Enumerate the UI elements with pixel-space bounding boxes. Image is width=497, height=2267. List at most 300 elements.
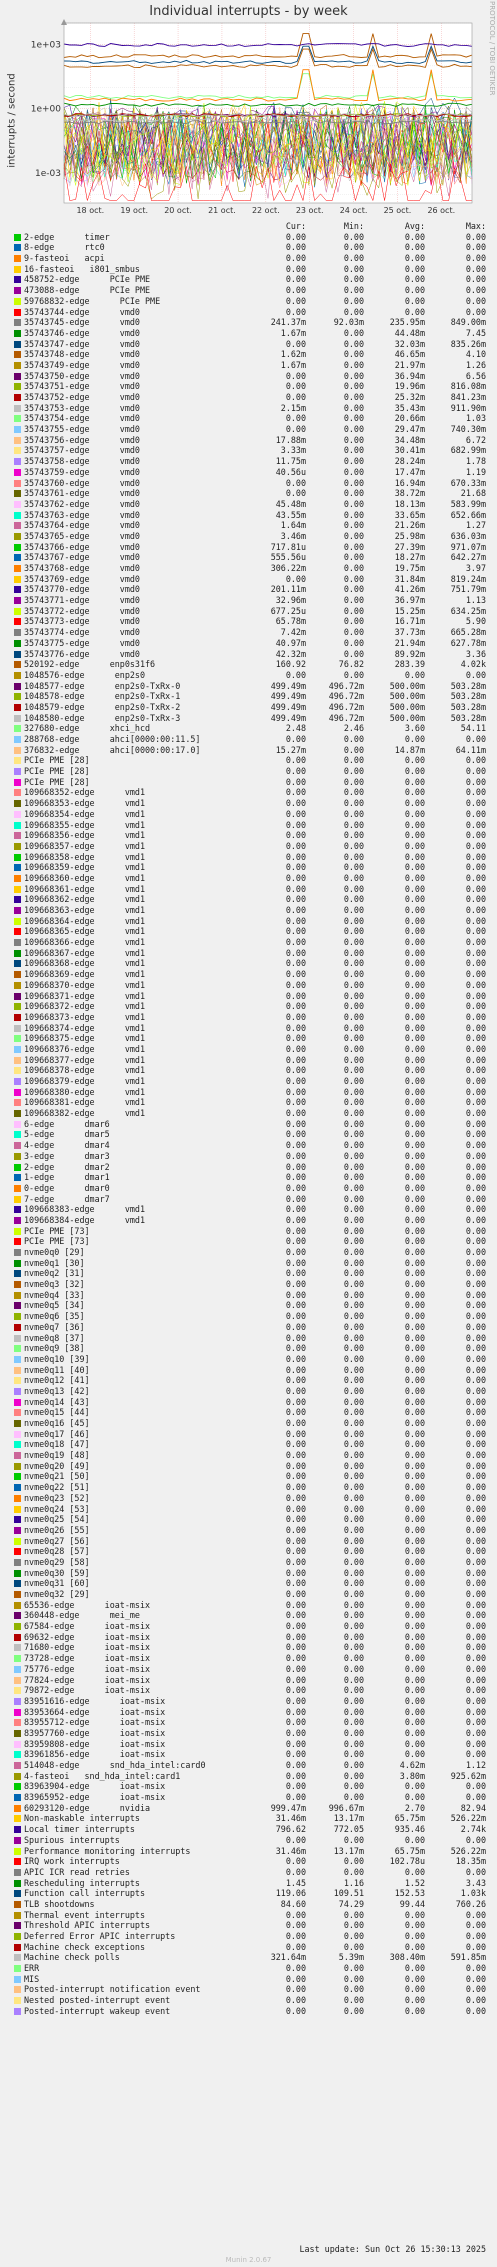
legend-swatch: [14, 1099, 21, 1106]
legend-max: 627.78m: [450, 637, 486, 648]
legend-max: 64.11m: [455, 744, 486, 755]
legend-avg: 0.00: [404, 1428, 425, 1439]
legend-max: 0.00: [465, 915, 486, 926]
legend-swatch: [14, 1292, 21, 1299]
legend-label: 109668379-edge vmd1: [24, 1076, 146, 1086]
legend-row: [14, 1354, 486, 1365]
legend-max: 2.74k: [460, 1824, 486, 1835]
legend-label: nvme0q17 [46]: [24, 1428, 90, 1439]
legend-avg: 0.00: [404, 1043, 425, 1054]
legend-min: 0.00: [343, 1418, 364, 1428]
legend-max: 0.00: [465, 1054, 486, 1065]
legend-label: Posted-interrupt notification event: [24, 1984, 201, 1995]
legend-max: 0.00: [465, 1792, 486, 1803]
legend-swatch: [14, 2008, 21, 2015]
legend-swatch: [14, 1473, 21, 1480]
legend-row: [14, 820, 486, 831]
legend-avg: 0.00: [404, 1941, 425, 1952]
legend-cur: 0.00: [285, 263, 306, 274]
legend-swatch: [14, 480, 21, 487]
header-min: Min:: [343, 221, 364, 231]
legend-label: 83963904-edge ioat-msix: [24, 1781, 166, 1792]
legend-row: [14, 317, 486, 328]
legend-max: 0.00: [465, 1182, 486, 1193]
legend-min: 0.00: [343, 263, 364, 274]
legend-row: [14, 1493, 486, 1504]
legend-min: 0.00: [343, 1086, 364, 1097]
legend-cur: 1.45: [285, 1877, 306, 1888]
legend-row: [14, 1760, 486, 1771]
munin-version: Munin 2.0.67: [225, 2256, 272, 2264]
legend-label: 473088-edge PCIe PME: [24, 285, 151, 296]
legend-row: [14, 1675, 486, 1686]
legend-min: 0.00: [343, 1749, 364, 1760]
legend-swatch: [14, 886, 21, 893]
legend-avg: 0.00: [404, 1418, 425, 1428]
legend-row: [14, 1504, 486, 1515]
legend-cur: 2.15m: [280, 402, 306, 413]
legend-cur: 0.00: [285, 1353, 306, 1364]
legend-swatch: [14, 1901, 21, 1908]
legend-row: [14, 1835, 486, 1846]
legend-avg: 27.39m: [394, 541, 425, 552]
legend-cur: 0.00: [285, 1118, 306, 1129]
legend-min: 109.51: [333, 1888, 364, 1899]
legend-row: [14, 1974, 486, 1985]
legend-swatch: [14, 918, 21, 925]
legend-min: 0.00: [343, 990, 364, 1001]
legend-max: 0.00: [465, 1118, 486, 1129]
y-axis-label: interrupts / second: [6, 73, 18, 168]
legend-label: 109668374-edge vmd1: [24, 1022, 146, 1033]
legend-max: 0.00: [465, 1214, 486, 1225]
legend-cur: 0.00: [285, 1546, 306, 1557]
legend-row: [14, 1813, 486, 1824]
legend-avg: 0.00: [404, 1065, 425, 1076]
legend-cur: 15.27m: [275, 744, 306, 755]
legend-swatch: [14, 629, 21, 636]
legend-row: [14, 1407, 486, 1418]
legend-swatch: [14, 351, 21, 358]
chart-plot: [0, 0, 497, 215]
legend-max: 0.00: [465, 851, 486, 862]
legend-avg: 0.00: [404, 1011, 425, 1022]
legend-label: nvme0q32 [29]: [24, 1589, 90, 1599]
legend-row: [14, 1365, 486, 1376]
legend-avg: 0.00: [404, 1161, 425, 1172]
legend-cur: 0.00: [285, 1738, 306, 1749]
legend-cur: 0.00: [285, 1129, 306, 1140]
legend-label: 2-edge timer: [24, 231, 110, 242]
legend-cur: 0.00: [285, 1717, 306, 1728]
legend-min: 0.00: [343, 905, 364, 915]
legend-avg: 0.00: [404, 1695, 425, 1706]
legend-row: [14, 1696, 486, 1707]
legend-label: 109668377-edge vmd1: [24, 1054, 146, 1065]
legend-swatch: [14, 779, 21, 786]
legend-label: 60293120-edge nvidia: [24, 1802, 151, 1813]
legend-avg: 44.48m: [394, 327, 425, 338]
legend-cur: 0.00: [285, 905, 306, 915]
legend-cur: 0.00: [285, 1043, 306, 1054]
legend: [14, 221, 486, 2017]
legend-row: [14, 1792, 486, 1803]
legend-min: 0.00: [343, 969, 364, 980]
legend-cur: 0.00: [285, 1268, 306, 1279]
legend-cur: 0.00: [285, 1834, 306, 1845]
legend-avg: 16.94m: [394, 477, 425, 488]
legend-row: [14, 670, 486, 681]
legend-cur: 0.00: [285, 862, 306, 873]
legend-swatch: [14, 565, 21, 572]
legend-max: 0.00: [465, 766, 486, 777]
legend-swatch: [14, 843, 21, 850]
legend-min: 0.00: [343, 530, 364, 541]
legend-row: [14, 1226, 486, 1237]
legend-avg: 2.70: [404, 1802, 425, 1813]
legend-label: 35743755-edge vmd0: [24, 424, 140, 435]
legend-swatch: [14, 1719, 21, 1726]
legend-cur: 0.00: [285, 1225, 306, 1236]
legend-min: 0.00: [343, 894, 364, 905]
legend-swatch: [14, 1281, 21, 1288]
legend-row: [14, 916, 486, 927]
legend-min: 0.00: [343, 1385, 364, 1396]
legend-min: 2.46: [343, 723, 364, 734]
legend-cur: 0.00: [285, 274, 306, 285]
legend-min: 0.00: [343, 509, 364, 520]
legend-avg: 0.00: [404, 1578, 425, 1589]
y-tick-label: 1e+03: [30, 40, 61, 51]
legend-row: [14, 478, 486, 489]
legend-swatch: [14, 928, 21, 935]
legend-label: 109668354-edge vmd1: [24, 808, 146, 819]
legend-label: 109668370-edge vmd1: [24, 979, 146, 990]
legend-swatch: [14, 1751, 21, 1758]
legend-cur: 0.00: [285, 253, 306, 264]
legend-max: 0.00: [465, 1492, 486, 1503]
legend-cur: 0.00: [285, 488, 306, 499]
legend-row: [14, 574, 486, 585]
legend-min: 0.00: [343, 1663, 364, 1674]
legend-swatch: [14, 1260, 21, 1267]
legend-cur: 0.00: [285, 1642, 306, 1653]
legend-max: 0.00: [465, 1011, 486, 1022]
legend-swatch: [14, 1912, 21, 1919]
legend-max: 0.00: [465, 274, 486, 285]
legend-avg: 500.00m: [389, 680, 425, 691]
legend-label: 8-edge rtc0: [24, 242, 105, 253]
legend-min: 0.00: [343, 1482, 364, 1493]
legend-min: 0.00: [343, 1236, 364, 1247]
legend-max: 0.00: [465, 295, 486, 306]
legend-min: 0.00: [343, 648, 364, 659]
legend-cur: 0.00: [285, 1375, 306, 1386]
legend-min: 0.00: [343, 926, 364, 937]
legend-cur: 0.00: [285, 1963, 306, 1974]
legend-cur: 0.00: [285, 1033, 306, 1044]
legend-min: 74.29: [338, 1898, 364, 1909]
legend-avg: 0.00: [404, 947, 425, 958]
legend-max: 0.00: [465, 1621, 486, 1632]
legend-min: 13.17m: [333, 1845, 364, 1856]
legend-cur: 0.00: [285, 1995, 306, 2006]
legend-max: 0.00: [465, 937, 486, 948]
legend-label: 35743751-edge vmd0: [24, 381, 140, 392]
legend-label: 71680-edge ioat-msix: [24, 1642, 151, 1653]
legend-min: 0.00: [343, 1834, 364, 1845]
legend-avg: 21.97m: [394, 359, 425, 370]
legend-swatch: [14, 1965, 21, 1972]
legend-max: 925.62m: [450, 1770, 486, 1781]
legend-row: [14, 1867, 486, 1878]
legend-swatch: [14, 1046, 21, 1053]
legend-min: 0.00: [343, 1738, 364, 1749]
legend-row: [14, 296, 486, 307]
legend-swatch: [14, 1848, 21, 1855]
legend-label: 360448-edge mei_me: [24, 1610, 140, 1621]
legend-min: 0.00: [343, 1289, 364, 1300]
legend-label: 35743745-edge vmd0: [24, 317, 140, 328]
legend-min: 0.00: [343, 1610, 364, 1621]
legend-row: [14, 852, 486, 863]
legend-label: 35743765-edge vmd0: [24, 530, 140, 541]
legend-cur: 0.00: [285, 1599, 306, 1610]
legend-cur: 0.00: [285, 1364, 306, 1375]
legend-cur: 0.00: [285, 285, 306, 296]
legend-cur: 45.48m: [275, 498, 306, 509]
legend-swatch: [14, 309, 21, 316]
legend-cur: 499.49m: [270, 701, 306, 712]
legend-row: [14, 894, 486, 905]
legend-max: 0.00: [465, 1375, 486, 1386]
legend-label: 6-edge dmar6: [24, 1118, 110, 1129]
legend-min: 0.00: [343, 295, 364, 306]
legend-swatch: [14, 747, 21, 754]
legend-cur: 0.00: [285, 1204, 306, 1215]
legend-cur: 0.00: [285, 1321, 306, 1332]
legend-swatch: [14, 1655, 21, 1662]
legend-row: [14, 681, 486, 692]
legend-cur: 0.00: [285, 1524, 306, 1535]
legend-min: 0.00: [343, 1097, 364, 1108]
legend-avg: 21.94m: [394, 637, 425, 648]
legend-cur: 0.00: [285, 1749, 306, 1760]
legend-swatch: [14, 1741, 21, 1748]
legend-avg: 235.95m: [389, 317, 425, 328]
legend-swatch: [14, 1377, 21, 1384]
legend-cur: 0.00: [285, 915, 306, 926]
legend-row: [14, 1033, 486, 1044]
legend-min: 0.00: [343, 734, 364, 744]
legend-row: [14, 1942, 486, 1953]
legend-swatch: [14, 715, 21, 722]
legend-max: 0.00: [465, 1311, 486, 1322]
legend-row: [14, 360, 486, 371]
legend-avg: 0.00: [404, 1311, 425, 1322]
legend-row: [14, 1375, 486, 1386]
legend-max: 0.00: [465, 1695, 486, 1706]
legend-max: 1.12: [465, 1760, 486, 1770]
legend-label: 35743756-edge vmd0: [24, 434, 140, 445]
legend-row: [14, 1119, 486, 1130]
legend-row: [14, 1824, 486, 1835]
legend-avg: 0.00: [404, 1781, 425, 1792]
legend-avg: 0.00: [404, 1599, 425, 1610]
legend-label: Function call interrupts: [24, 1888, 146, 1899]
legend-min: 0.00: [343, 573, 364, 584]
legend-label: 3-edge dmar3: [24, 1150, 110, 1161]
legend-max: 0.00: [465, 1076, 486, 1086]
legend-avg: 0.00: [404, 1129, 425, 1140]
legend-swatch: [14, 1698, 21, 1705]
x-tick-label: 24 oct.: [339, 206, 368, 215]
legend-min: 0.00: [343, 808, 364, 819]
legend-cur: 17.88m: [275, 434, 306, 445]
legend-swatch: [14, 896, 21, 903]
legend-label: 109668361-edge vmd1: [24, 883, 146, 894]
legend-label: 109668360-edge vmd1: [24, 872, 146, 883]
x-tick-label: 23 oct.: [295, 206, 324, 215]
legend-min: 0.00: [343, 1963, 364, 1974]
legend-label: 109668355-edge vmd1: [24, 819, 146, 830]
legend-cur: 0.00: [285, 1610, 306, 1621]
legend-swatch: [14, 405, 21, 412]
legend-min: 0.00: [343, 306, 364, 317]
legend-cur: 0.00: [285, 1172, 306, 1183]
legend-label: nvme0q26 [55]: [24, 1524, 90, 1535]
legend-avg: 0.00: [404, 1460, 425, 1471]
legend-max: 503.28m: [450, 691, 486, 702]
legend-max: 5.90: [465, 616, 486, 627]
legend-avg: 0.00: [404, 1054, 425, 1065]
legend-row: [14, 937, 486, 948]
legend-swatch: [14, 1805, 21, 1812]
legend-max: 0.00: [465, 1257, 486, 1268]
legend-swatch: [14, 362, 21, 369]
legend-avg: 0.00: [404, 231, 425, 242]
legend-max: 0.00: [465, 979, 486, 990]
legend-swatch: [14, 373, 21, 380]
legend-avg: 0.00: [404, 905, 425, 915]
legend-avg: 0.00: [404, 1556, 425, 1567]
legend-row: [14, 905, 486, 916]
legend-label: 35743776-edge vmd0: [24, 648, 140, 659]
legend-min: 0.00: [343, 1727, 364, 1738]
legend-label: nvme0q22 [51]: [24, 1482, 90, 1493]
legend-label: 109668383-edge vmd1: [24, 1204, 146, 1215]
legend-row: [14, 403, 486, 414]
legend-row: [14, 1065, 486, 1076]
legend-row: [14, 232, 486, 243]
legend-min: 0.00: [343, 359, 364, 370]
legend-row: [14, 1707, 486, 1718]
legend-min: 0.00: [343, 958, 364, 969]
x-tick-label: 18 oct.: [76, 206, 105, 215]
legend-max: 54.11: [460, 723, 486, 734]
legend-max: 0.00: [465, 1321, 486, 1332]
legend-min: 0.00: [343, 413, 364, 424]
legend-avg: 0.00: [404, 1033, 425, 1044]
legend-max: 0.00: [465, 808, 486, 819]
legend-row: [14, 1268, 486, 1279]
legend-cur: 0.00: [285, 392, 306, 402]
legend-cur: 0.00: [285, 1909, 306, 1920]
legend-avg: 3.60: [404, 723, 425, 734]
legend-avg: 0.00: [404, 1182, 425, 1193]
legend-label: 4-edge dmar4: [24, 1140, 110, 1151]
legend-avg: 36.97m: [394, 595, 425, 606]
legend-min: 0.00: [343, 1343, 364, 1354]
legend-cur: 0.00: [285, 1941, 306, 1952]
legend-cur: 0.00: [285, 1492, 306, 1503]
legend-swatch: [14, 1976, 21, 1983]
legend-swatch: [14, 1922, 21, 1929]
legend-row: [14, 1429, 486, 1440]
legend-max: 0.00: [465, 1353, 486, 1364]
legend-label: 35743744-edge vmd0: [24, 306, 140, 317]
legend-swatch: [14, 982, 21, 989]
legend-min: 0.00: [343, 349, 364, 360]
legend-max: 0.00: [465, 1129, 486, 1140]
legend-max: 0.00: [465, 1364, 486, 1375]
legend-max: 0.00: [465, 1172, 486, 1183]
legend-avg: 0.00: [404, 1375, 425, 1386]
legend-max: 0.00: [465, 1738, 486, 1749]
legend-swatch: [14, 1933, 21, 1940]
legend-row: [14, 766, 486, 777]
legend-max: 0.00: [465, 1685, 486, 1696]
legend-swatch: [14, 330, 21, 337]
legend-label: nvme0q25 [54]: [24, 1514, 90, 1525]
legend-min: 0.00: [343, 488, 364, 499]
legend-max: 0.00: [465, 1236, 486, 1247]
legend-label: 109668369-edge vmd1: [24, 969, 146, 980]
legend-avg: 500.00m: [389, 691, 425, 702]
legend-row: [14, 1183, 486, 1194]
legend-label: 35743769-edge vmd0: [24, 573, 140, 584]
legend-swatch: [14, 661, 21, 668]
legend-avg: 0.00: [404, 669, 425, 680]
legend-avg: 0.00: [404, 1909, 425, 1920]
legend-swatch: [14, 1014, 21, 1021]
legend-label: 35743768-edge vmd0: [24, 563, 140, 573]
legend-avg: 0.00: [404, 1749, 425, 1760]
legend-row: [14, 1194, 486, 1205]
legend-label: nvme0q1 [30]: [24, 1257, 85, 1268]
legend-min: 0.00: [343, 1931, 364, 1941]
legend-cur: 0.00: [285, 1428, 306, 1439]
legend-swatch: [14, 971, 21, 978]
legend-cur: 0.00: [285, 1311, 306, 1322]
legend-avg: 25.98m: [394, 530, 425, 541]
legend-max: 0.00: [465, 926, 486, 937]
legend-cur: 1.67m: [280, 327, 306, 338]
legend-label: 35743770-edge vmd0: [24, 584, 140, 595]
legend-cur: 0.00: [285, 926, 306, 937]
legend-max: 0.00: [465, 969, 486, 980]
legend-min: 0.00: [343, 1204, 364, 1215]
legend-swatch: [14, 693, 21, 700]
legend-swatch: [14, 1431, 21, 1438]
legend-min: 0.00: [343, 755, 364, 766]
legend-max: 0.00: [465, 1535, 486, 1546]
legend-min: 0.00: [343, 1856, 364, 1867]
legend-avg: 0.00: [404, 1172, 425, 1183]
legend-row: [14, 1557, 486, 1568]
legend-max: 0.00: [465, 1674, 486, 1685]
legend-min: 0.00: [343, 1108, 364, 1119]
